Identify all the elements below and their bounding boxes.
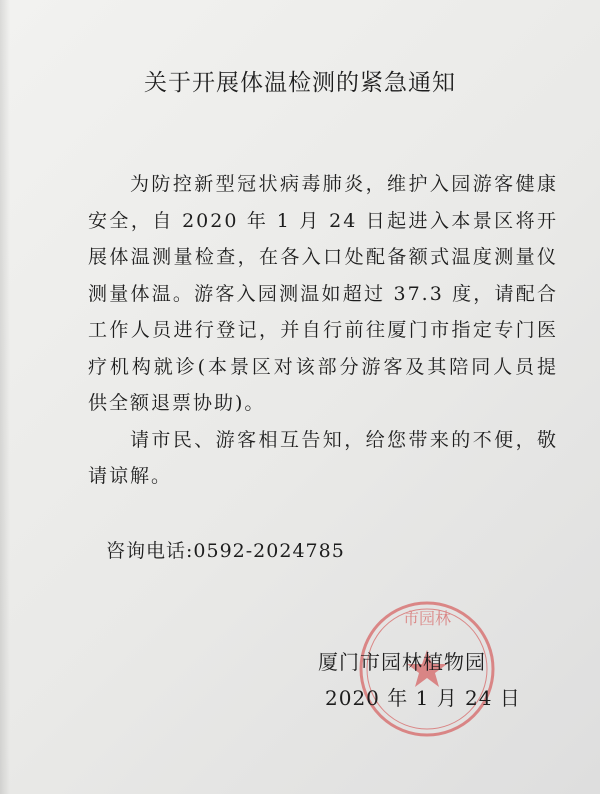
issue-date: 2020 年 1 月 24 日 bbox=[325, 686, 521, 710]
notice-body bbox=[88, 166, 558, 495]
issuing-organization: 厦门市园林植物园 bbox=[318, 650, 486, 674]
notice-paragraph-1: 为防控新型冠状病毒肺炎，维护入园游客健康安全，自 2020 年 1 月 24 日起进入本景区将开展体温测量检查，在各入口处配备额式温度测量仪测量体温。游客入园测温如超过 37.3 度，请配合工作人员进行登记，并自行前往厦门市指定专门医疗机构就诊(本景区对该部分游客及其陪同人员提供全额退票协助)。 bbox=[88, 173, 558, 414]
contact-phone: 咨询电话:0592-2024785 bbox=[106, 540, 345, 562]
page-shadow-edge bbox=[0, 0, 10, 794]
stamp-text: 市园林 bbox=[402, 609, 452, 628]
notice-title: 关于开展体温检测的紧急通知 bbox=[144, 70, 456, 96]
notice-paragraph-2: 请市民、游客相互告知，给您带来的不便，敬请谅解。 bbox=[88, 428, 558, 487]
